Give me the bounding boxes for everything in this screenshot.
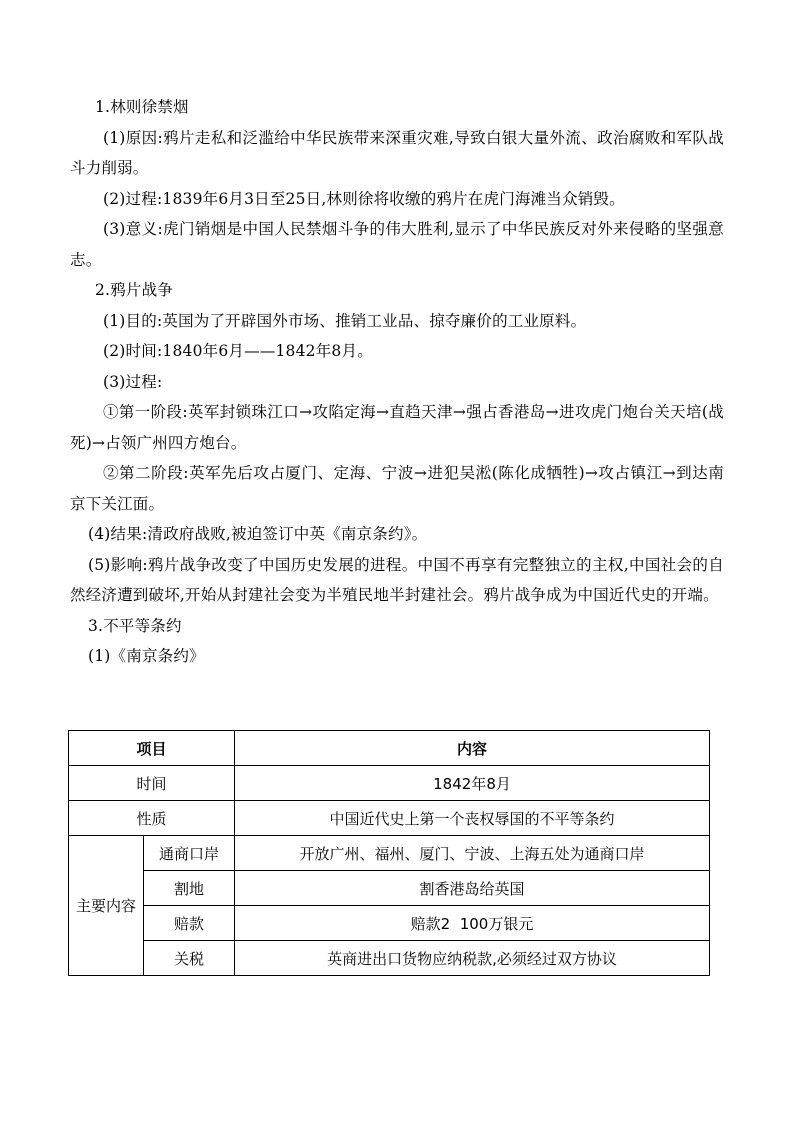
header-item-cell: 项目	[69, 731, 235, 766]
section-1-title: 1.林则徐禁烟	[95, 98, 189, 116]
nature-label-cell: 性质	[69, 801, 235, 836]
section-1-cause: (1)原因:鸦片走私和泛滥给中华民族带来深重灾难,导致白银大量外流、政治腐败和军队战斗力削弱。	[70, 128, 724, 177]
table-row	[69, 836, 710, 871]
document-body	[70, 92, 724, 672]
section-2-impact: (5)影响:鸦片战争改变了中国历史发展的进程。中国不再享有完整独立的主权,中国社会的自然经济遭到破坏,开始从封建社会变为半殖民地半封建社会。鸦片战争成为中国近代史的开端。	[70, 555, 724, 604]
section-3-title: 3.不平等条约	[88, 616, 182, 635]
table-row	[69, 941, 710, 976]
main-content-label-cell: 主要内容	[69, 836, 144, 976]
table-row	[69, 906, 710, 941]
table-header-row	[69, 731, 710, 766]
cession-label-cell: 割地	[144, 871, 235, 906]
section-2-process-title: (3)过程:	[103, 372, 163, 391]
section-2-result: (4)结果:清政府战败,被迫签订中英《南京条约》。	[88, 525, 428, 543]
section-2-stage-2: ②第二阶段:英军先后攻占厦门、定海、宁波→进犯吴淞(陈化成牺牲)→攻占镇江→到达南京下关江面。	[70, 464, 724, 513]
time-value-cell: 1842年8月	[235, 766, 710, 801]
section-2-purpose: (1)目的:英国为了开辟国外市场、推销工业品、掠夺廉价的工业原料。	[103, 311, 587, 330]
ports-value-cell: 开放广州、福州、厦门、宁波、上海五处为通商口岸	[235, 836, 710, 871]
table-row	[69, 766, 710, 801]
section-1-process: (2)过程:1839年6月3日至25日,林则徐将收缴的鸦片在虎门海滩当众销毁。	[103, 189, 625, 208]
indemnity-value-cell: 赔款2 100万银元	[235, 906, 710, 941]
section-3-subtitle: (1)《南京条约》	[88, 647, 205, 665]
indemnity-label-cell: 赔款	[144, 906, 235, 941]
ports-label-cell: 通商口岸	[144, 836, 235, 871]
section-2-title: 2.鸦片战争	[95, 281, 173, 299]
time-label-cell: 时间	[69, 766, 235, 801]
nanjing-treaty-table	[68, 730, 710, 976]
tariff-label-cell: 关税	[144, 941, 235, 976]
header-content-cell: 内容	[235, 731, 710, 766]
table-row	[69, 871, 710, 906]
nature-value-cell: 中国近代史上第一个丧权辱国的不平等条约	[235, 801, 710, 836]
section-1-significance: (3)意义:虎门销烟是中国人民禁烟斗争的伟大胜利,显示了中华民族反对外来侵略的坚强意志。	[70, 220, 724, 269]
section-2-stage-1: ①第一阶段:英军封锁珠江口→攻陷定海→直趋天津→强占香港岛→进攻虎门炮台关天培(战死)→占领广州四方炮台。	[70, 403, 724, 452]
cession-value-cell: 割香港岛给英国	[235, 871, 710, 906]
section-2-time: (2)时间:1840年6月——1842年8月。	[103, 342, 373, 360]
table-row	[69, 801, 710, 836]
tariff-value-cell: 英商进出口货物应纳税款,必须经过双方协议	[235, 941, 710, 976]
